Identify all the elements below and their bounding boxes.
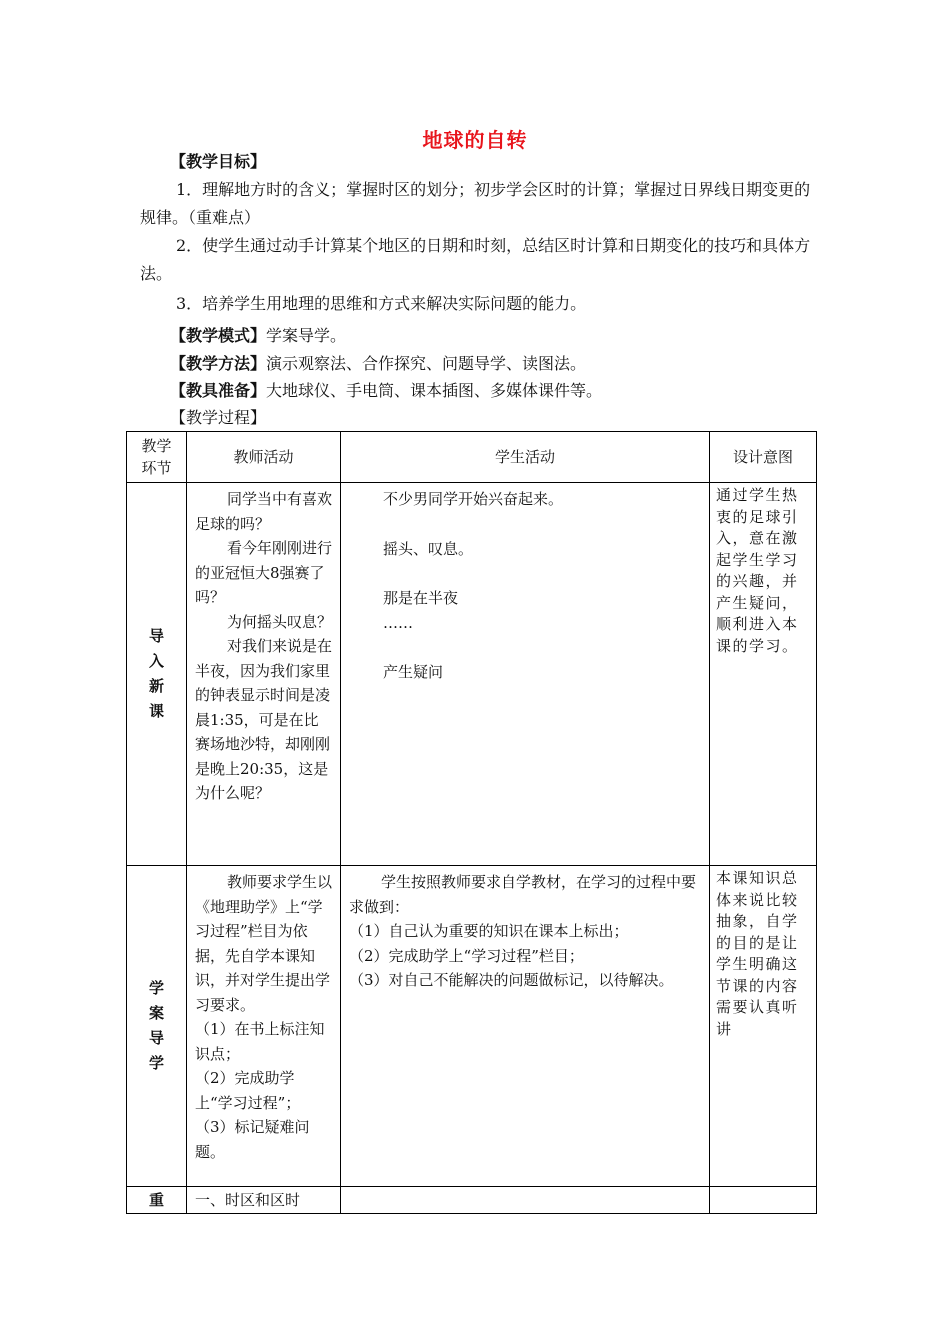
teacher-activity-cell: 同学当中有喜欢足球的吗？ 看今年刚刚进行的亚冠恒大8强赛了吗？ 为何摇头叹息？ 对我们来说是在半夜，因为我们家里的钟表显示时间是凌晨1:35，可是在比赛场地沙特，却刚刚是晚上20:35，这是为什么呢？ bbox=[187, 483, 341, 866]
design-intent-cell bbox=[710, 1187, 817, 1214]
header-teacher: 教师活动 bbox=[187, 432, 341, 483]
objective-1: 1．理解地方时的含义；掌握时区的划分；初步学会区时的计算；掌握过日界线日期变更的规律。（重难点） bbox=[140, 180, 811, 227]
student-activity-cell: 不少男同学开始兴奋起来。 摇头、叹息。 那是在半夜 …… 产生疑问 bbox=[341, 483, 710, 866]
objectives-heading: 【教学目标】 bbox=[170, 152, 267, 171]
process-heading: 【教学过程】 bbox=[170, 408, 267, 427]
table-row bbox=[127, 483, 817, 866]
table-header-row bbox=[127, 432, 817, 483]
teacher-activity-cell: 教师要求学生以《地理助学》上“学习过程”栏目为依据，先自学本课知识，并对学生提出学习要求。 （1）在书上标注知识点； （2）完成助学上“学习过程”； （3）标记疑难问题。 bbox=[187, 866, 341, 1187]
table-row bbox=[127, 1187, 817, 1214]
teaching-method: 【教学方法】演示观察法、合作探究、问题导学、读图法。 bbox=[170, 354, 587, 373]
header-stage: 教学环节 bbox=[127, 432, 187, 483]
header-design: 设计意图 bbox=[710, 432, 817, 483]
objective-3: 3．培养学生用地理的思维和方式来解决实际问题的能力。 bbox=[176, 294, 587, 313]
table-row bbox=[127, 866, 817, 1187]
stage-cell: 重 bbox=[127, 1187, 187, 1214]
objective-2: 2．使学生通过动手计算某个地区的日期和时刻，总结区时计算和日期变化的技巧和具体方法。 bbox=[140, 236, 811, 283]
header-student: 学生活动 bbox=[341, 432, 710, 483]
teaching-mode: 【教学模式】学案导学。 bbox=[170, 326, 347, 345]
student-activity-cell bbox=[341, 1187, 710, 1214]
teaching-process-table bbox=[126, 431, 817, 1214]
student-activity-cell: 学生按照教师要求自学教材，在学习的过程中要求做到： （1）自己认为重要的知识在课本上标出； （2）完成助学上“学习过程”栏目； （3）对自己不能解决的问题做标记，以待解决。 bbox=[341, 866, 710, 1187]
stage-cell: 导入新课 bbox=[127, 483, 187, 866]
teacher-activity-cell: 一、时区和区时 bbox=[187, 1187, 341, 1214]
teaching-tools: 【教具准备】大地球仪、手电筒、课本插图、多媒体课件等。 bbox=[170, 381, 603, 400]
design-intent-cell: 通过学生热衷的足球引入，意在激起学生学习的兴趣，并产生疑问，顺利进入本课的学习。 bbox=[710, 483, 817, 866]
design-intent-cell: 本课知识总体来说比较抽象，自学的目的是让学生明确这节课的内容需要认真听讲 bbox=[710, 866, 817, 1187]
document-title: 地球的自转 bbox=[422, 128, 528, 152]
stage-cell: 学案导学 bbox=[127, 866, 187, 1187]
